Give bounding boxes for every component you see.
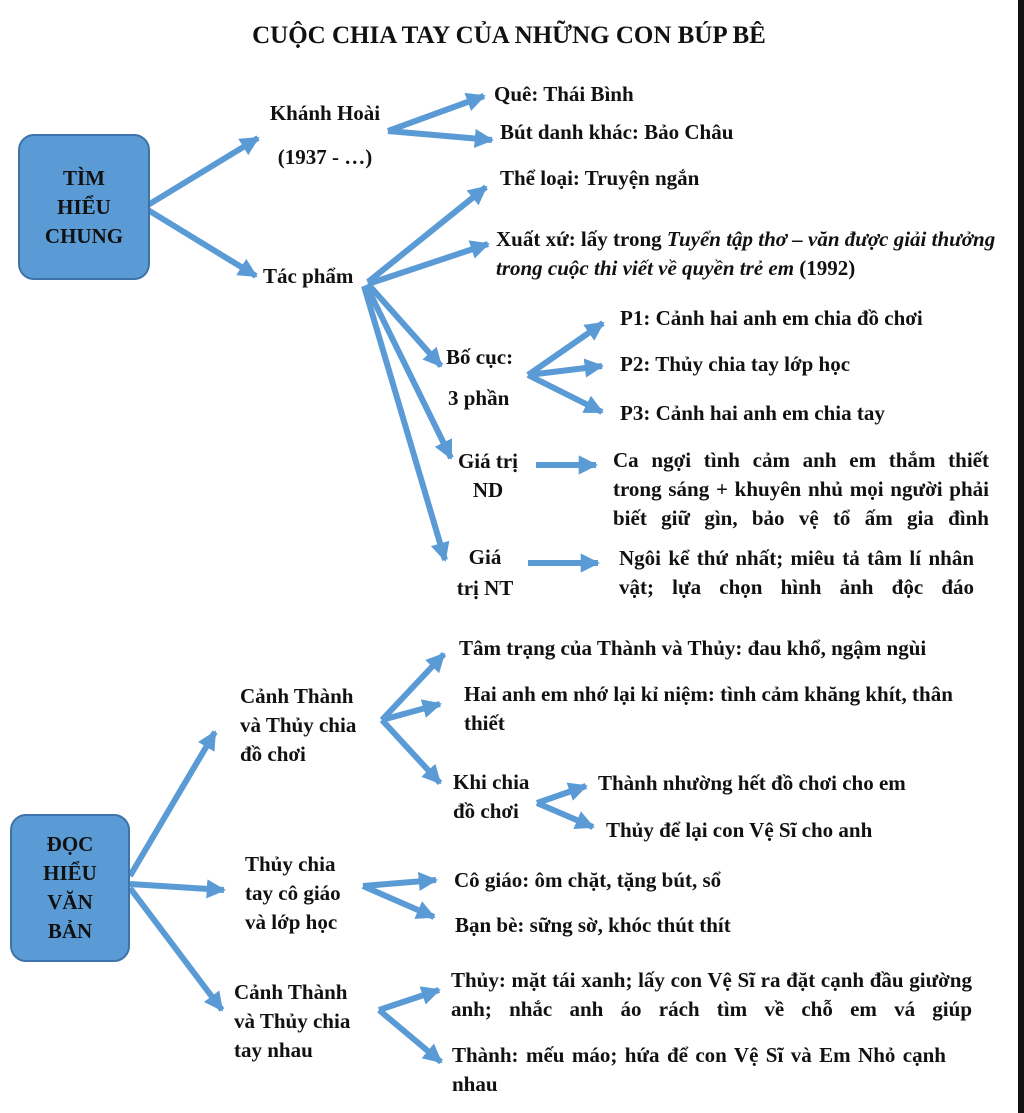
section-box-overview-label: TÌM HIỂU CHUNG — [44, 165, 124, 248]
layout-part-3: P3: Cảnh hai anh em chia tay — [620, 401, 885, 425]
arrow-scene2-teacher — [363, 880, 436, 886]
arrow-scene1-dividing — [382, 720, 440, 783]
work-origin-year: (1992) — [794, 256, 856, 280]
arrow-work-genre — [368, 187, 486, 282]
layout-label-line1: Bố cục: — [446, 345, 514, 369]
scene2-friends: Bạn bè: sững sờ, khóc thút thít — [455, 913, 731, 937]
art-value-label-line2: trị NT — [456, 576, 514, 600]
arrow-scene3-thuy — [379, 990, 439, 1010]
scene2-teacher: Cô giáo: ôm chặt, tặng bút, sổ — [454, 868, 722, 892]
content-value-text: Ca ngợi tình cảm anh em thắm thiết trong sáng + khuyên nhủ mọi người phải biết giữ gìn, bảo vệ tổ ấm gia đình — [613, 448, 989, 530]
work-origin — [496, 225, 996, 283]
section-box-overview — [18, 134, 150, 280]
work-label: Tác phẩm — [263, 264, 354, 288]
content-value-label-line2: ND — [472, 478, 504, 502]
work-genre: Thể loại: Truyện ngắn — [500, 166, 700, 190]
arrow-box2-scene1 — [130, 732, 215, 876]
page-title: CUỘC CHIA TAY CỦA NHỮNG CON BÚP BÊ — [252, 22, 766, 49]
art-value-text: Ngôi kể thứ nhất; miêu tả tâm lí nhân vật; lựa chọn hình ảnh độc đáo — [619, 546, 974, 599]
scene3-label: Cảnh Thành và Thủy chia tay nhau — [234, 980, 351, 1062]
scene3-thuy: Thủy: mặt tái xanh; lấy con Vệ Sĩ ra đặt cạnh đầu giường anh; nhắc anh áo rách tìm về chỗ em vá giúp — [451, 968, 972, 1021]
layout-label-line2: 3 phần — [448, 386, 510, 410]
arrow-box2-scene2 — [130, 884, 224, 890]
author-name: Khánh Hoài — [269, 101, 381, 125]
arrow-box2-scene3 — [130, 888, 222, 1010]
work-origin-prefix: Xuất xứ: lấy trong — [496, 227, 667, 251]
scene1-label: Cảnh Thành và Thủy chia đồ chơi — [240, 684, 357, 766]
layout-part-2: P2: Thủy chia tay lớp học — [620, 352, 851, 376]
art-value-label-line1: Giá — [468, 545, 502, 569]
layout-part-1: P1: Cảnh hai anh em chia đồ chơi — [620, 306, 923, 330]
arrow-scene3-thanh — [379, 1010, 441, 1062]
arrow-work-layout — [368, 284, 441, 366]
page-edge-bar — [1018, 0, 1024, 1113]
arrow-scene2-friends — [363, 886, 434, 917]
arrow-author-penname — [388, 131, 492, 140]
arrow-author-hometown — [388, 96, 484, 131]
arrow-layout-p3 — [528, 375, 602, 412]
scene1-dividing-1: Thành nhường hết đồ chơi cho em — [598, 771, 906, 795]
scene1-dividing-label: Khi chia đồ chơi — [453, 770, 530, 823]
author-hometown: Quê: Thái Bình — [494, 82, 634, 106]
scene2-label: Thủy chia tay cô giáo và lớp học — [245, 852, 341, 934]
section-box-reading — [10, 814, 130, 962]
scene1-mood: Tâm trạng của Thành và Thủy: đau khổ, ngậm ngùi — [459, 636, 927, 660]
arrow-box1-work — [148, 210, 256, 276]
scene3-thanh: Thành: mếu máo; hứa để con Vệ Sĩ và Em Nhỏ cạnh nhau — [452, 1043, 946, 1096]
scene1-memory: Hai anh em nhớ lại kỉ niệm: tình cảm khăng khít, thân thiết — [464, 682, 953, 735]
content-value-label-line1: Giá trị — [457, 449, 519, 473]
author-years: (1937 - …) — [277, 145, 373, 169]
work-origin-title: Tuyển tập thơ – văn được giải thưởng trong cuộc thi viết về quyền trẻ em — [496, 227, 996, 280]
arrow-box1-author — [148, 138, 258, 205]
scene1-dividing-2: Thủy để lại con Vệ Sĩ cho anh — [606, 818, 873, 842]
author-penname: Bút danh khác: Bảo Châu — [500, 120, 734, 144]
section-box-reading-label: ĐỌC HIỂU VĂN BẢN — [43, 832, 97, 943]
